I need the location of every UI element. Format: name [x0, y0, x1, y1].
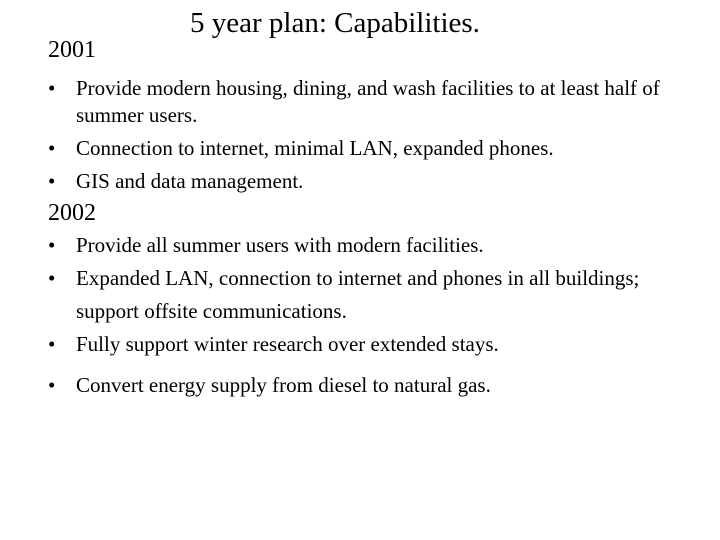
bullet-text: Fully support winter research over extended stays. — [76, 332, 499, 356]
bullet-text: Connection to internet, minimal LAN, expanded phones. — [76, 136, 554, 160]
bullet-icon: • — [48, 233, 56, 257]
bullet-icon: • — [48, 169, 56, 193]
list-item — [48, 328, 668, 361]
year-heading-2001: 2001 — [48, 37, 96, 63]
bullet-icon: • — [48, 76, 56, 100]
list-item — [48, 229, 668, 262]
list-item — [48, 262, 668, 328]
bullet-icon: • — [48, 266, 56, 290]
bullet-list-2002 — [48, 229, 668, 402]
bullet-text: Convert energy supply from diesel to natural gas. — [76, 373, 491, 397]
slide-title: 5 year plan: Capabilities. — [190, 7, 480, 39]
list-item — [48, 132, 668, 165]
bullet-text: GIS and data management. — [76, 169, 304, 193]
bullet-text: Expanded LAN, connection to internet and phones in all buildings; support offsite communications. — [76, 266, 640, 323]
bullet-icon: • — [48, 332, 56, 356]
year-heading-2002: 2002 — [48, 200, 96, 226]
list-item — [48, 369, 668, 402]
bullet-list-2001 — [48, 72, 668, 198]
bullet-icon: • — [48, 373, 56, 397]
list-item — [48, 165, 668, 198]
bullet-text: Provide modern housing, dining, and wash facilities to at least half of summer users. — [76, 76, 660, 127]
list-item — [48, 72, 668, 132]
bullet-text: Provide all summer users with modern facilities. — [76, 233, 484, 257]
bullet-icon: • — [48, 136, 56, 160]
